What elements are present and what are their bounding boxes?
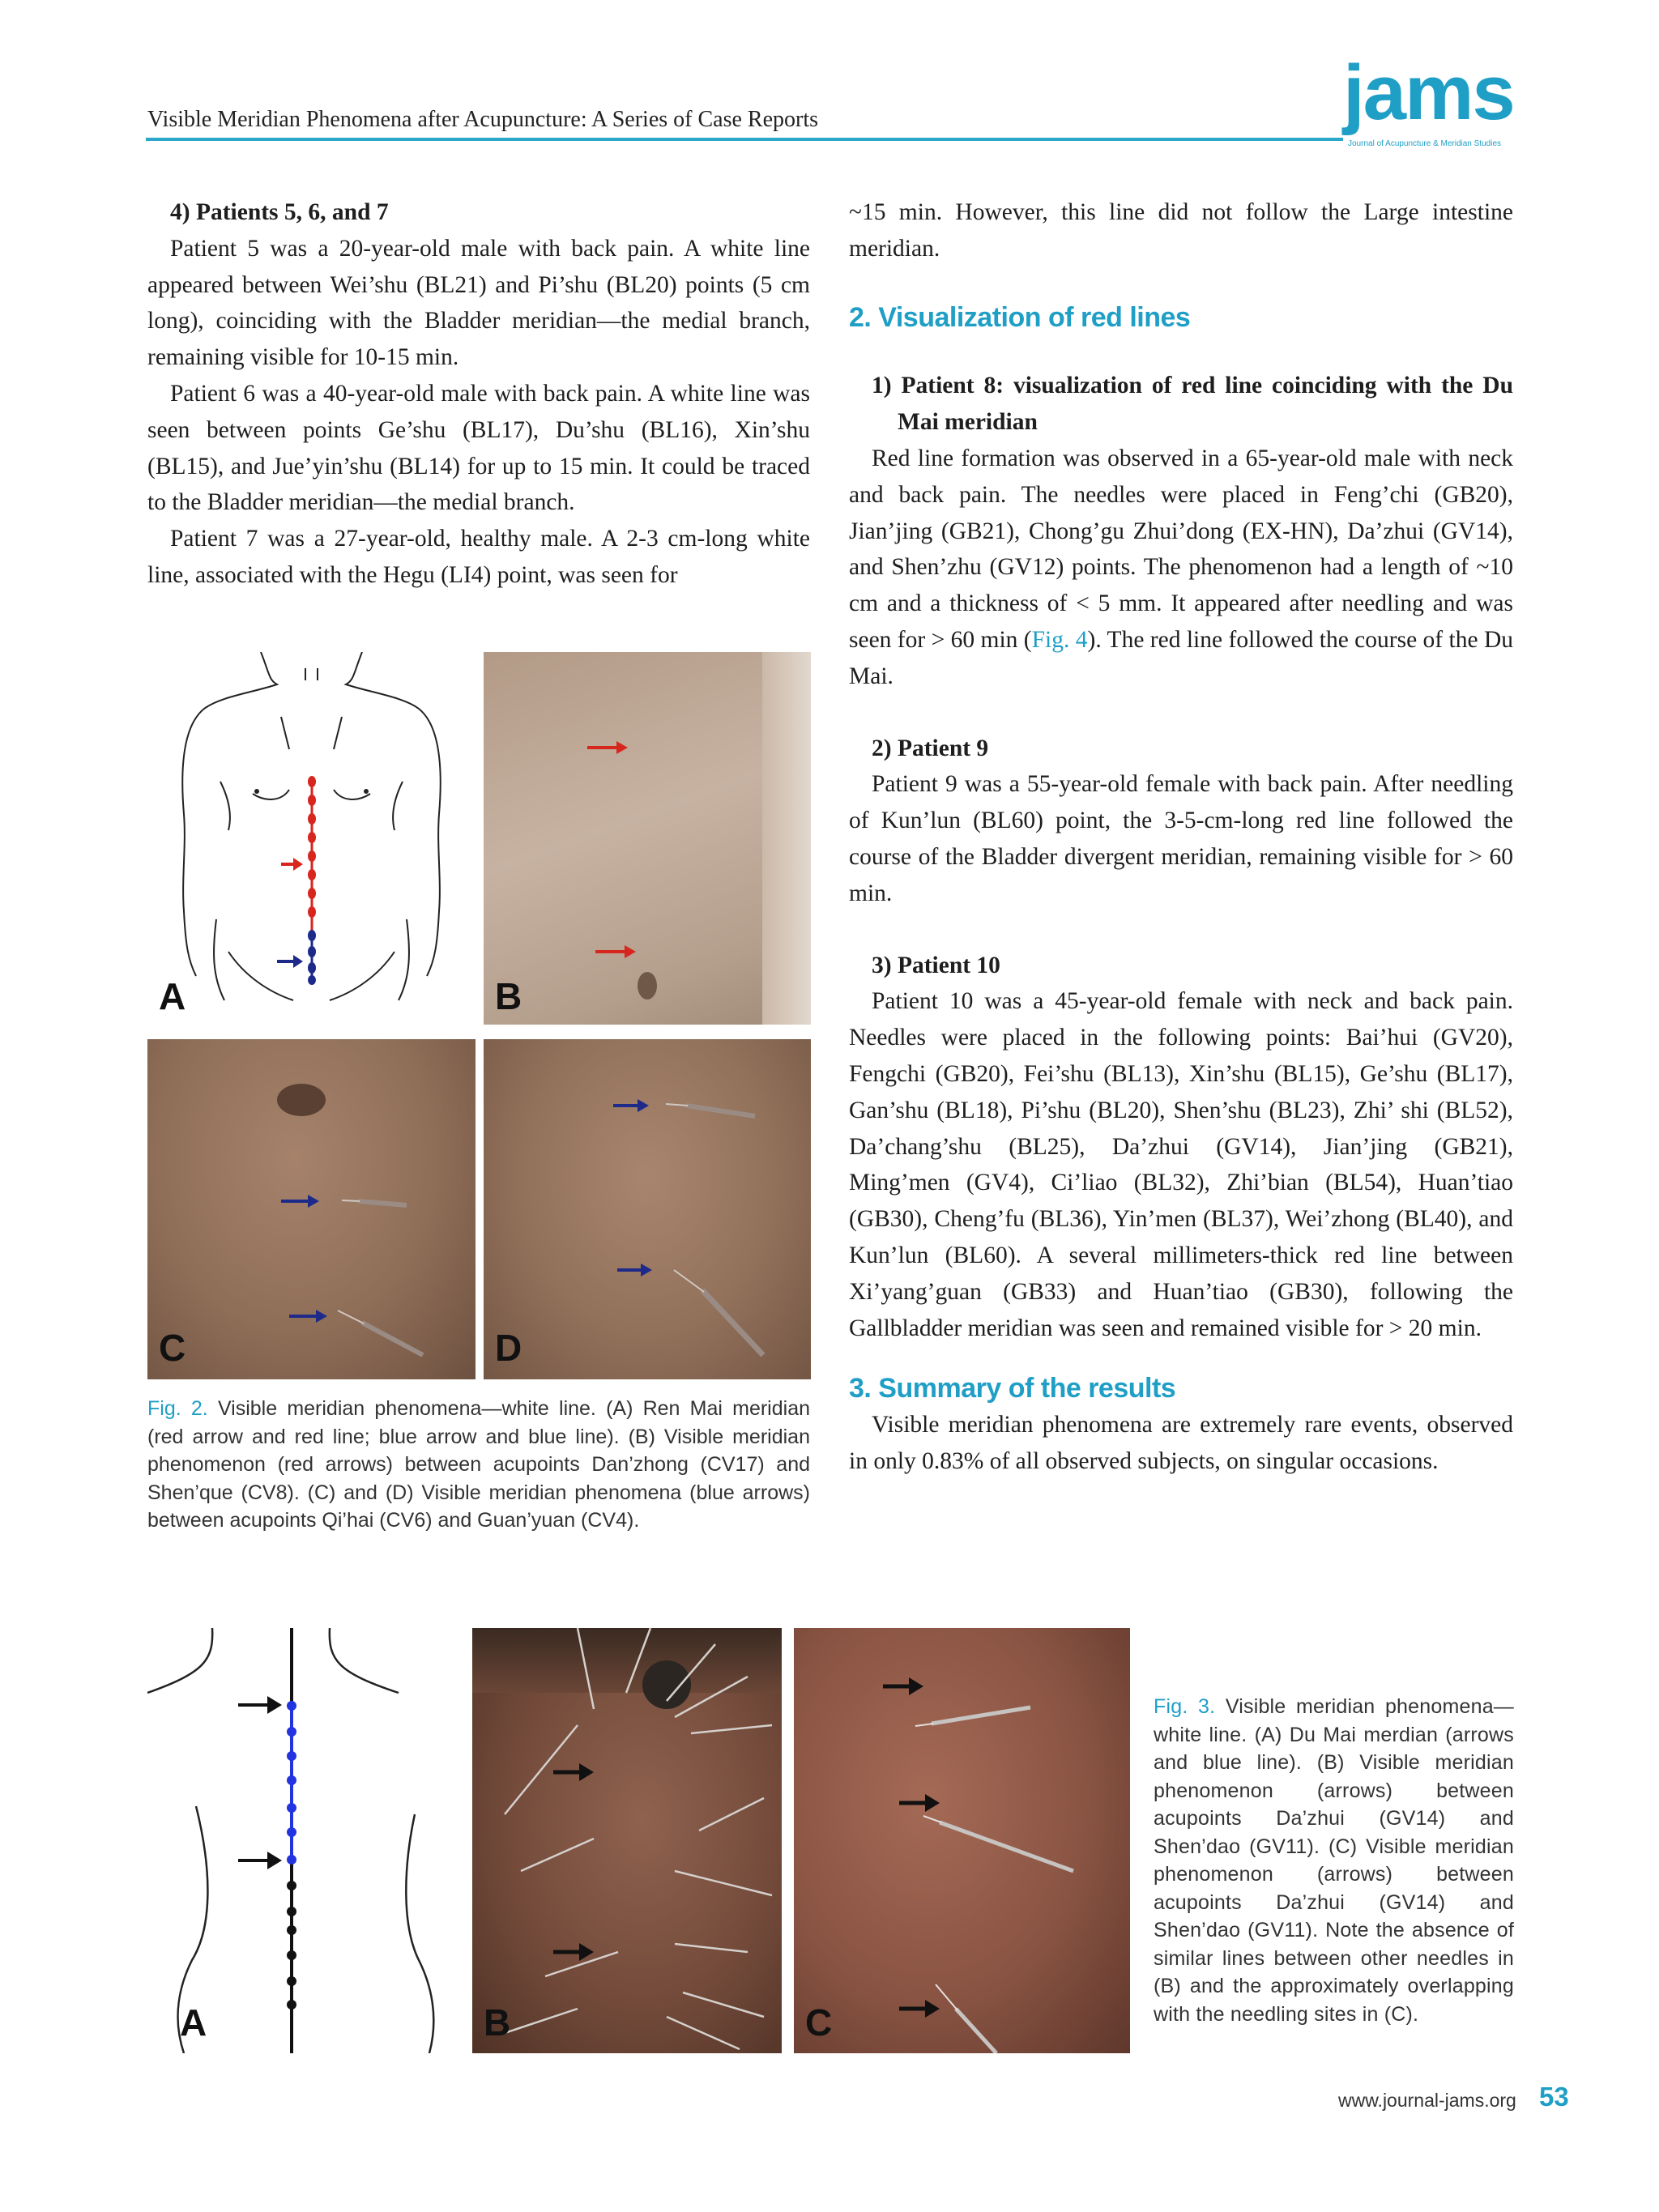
needle	[666, 1104, 755, 1116]
fig3-panel-a	[147, 1628, 467, 2053]
section-heading-red-lines: 2. Visualization of red lines	[849, 301, 1191, 333]
section-heading-summary: 3. Summary of the results	[849, 1373, 1176, 1404]
blue-arrow	[289, 1310, 327, 1323]
paragraph-patient-6: Patient 6 was a 40-year-old male with back pain. A white line was seen between points Ge’shu (BL17), Du’shu (BL16), Xin’shu (BL15), and Jue’yin’shu (BL14) for up to 15 min. It could be traced to the Bladder meridian—the medial branch.	[147, 380, 810, 516]
fig2-panel-a	[147, 652, 476, 1025]
left-column	[147, 194, 810, 594]
paragraph-patient-8-text-a: Red line formation was observed in a 65-year-old male with neck and back pain. The needles were placed in Feng’chi (GB20), Jian’jing (GB21), Chong’gu Zhui’dong (EX-HN), Da’zhui (GV14), and Shen’zhu (GV12) points. The phenomenon had a length of ~10 cm and a thickness of < 5 mm. It appeared after needling and was seen for > 60 min (	[849, 445, 1513, 653]
fig3-label-c: C	[805, 2001, 833, 2044]
subheading-patient-9: 2) Patient 9	[872, 735, 989, 761]
fig2-label-a: A	[159, 975, 186, 1017]
black-arrow	[899, 1794, 940, 1812]
blue-arrow	[613, 1099, 649, 1112]
fig3-panel-c	[794, 1628, 1130, 2053]
figure-2-label: Fig. 2.	[147, 1397, 208, 1420]
needle	[342, 1200, 407, 1205]
fig2-panel-c	[147, 1039, 476, 1379]
red-arrow	[281, 858, 303, 871]
right-column	[849, 194, 1513, 1480]
paragraph-patient-10: Patient 10 was a 45-year-old female with neck and back pain. Needles were placed in the following points: Bai’hui (GV20), Fengchi (GB20), Fei’shu (BL13), Xin’shu (BL15), Ge’shu (BL17), Gan’shu (BL18), Pi’shu (BL20), Shen’shu (BL23), Zhi’ shi (BL52), Da’chang’shu (BL25), Da’zhui (GV14), Jian’jing (GB21), Ming’men (GV4), Ci’liao (BL32), Zhi’bian (BL54), Huan’tiao (GB30), Cheng’fu (BL36), Yin’men (BL37), Wei’zhong (BL40), and Kun’lun (BL60). A several millimeters-thick red line between Xi’yang’guan (GB33) and Huan’tiao (GB30), following the Gallbladder meridian was seen and remained visible for > 20 min.	[849, 988, 1513, 1341]
blue-arrow	[277, 955, 303, 968]
blue-arrow	[617, 1264, 652, 1276]
fig2-label-c: C	[159, 1327, 186, 1369]
figure-3-caption-text: Visible meridian phenomena—white line. (A) Du Mai merdian (arrows and blue line). (B) Visible meridian phenomenon (arrows) between acupoints Da’zhui (GV14) and Shen’dao (GV11). (C) Visible meridian phenomenon (arrows) between acupoints Da’zhui (GV14) and Shen’dao (GV11). Note the absence of similar lines between other needles in (B) and the approximately overlapping with the needling sites in (C).	[1154, 1695, 1515, 2026]
paragraph-patient-5: Patient 5 was a 20-year-old male with back pain. A white line appeared between Wei’shu (BL21) and Pi’shu (BL20) points (5 cm long), coinciding with the Bladder meridian—the medial branch, remaining visible for 10-15 min.	[147, 235, 810, 371]
needle	[674, 1270, 763, 1355]
figure-3-caption	[1154, 1693, 1514, 2028]
red-arrow	[595, 945, 636, 958]
journal-logo	[1343, 49, 1521, 154]
footer-url[interactable]: www.journal-jams.org	[1338, 2090, 1516, 2111]
fig3-panel-b	[472, 1628, 782, 2053]
figure-2-caption-text: Visible meridian phenomena—white line. (A) Ren Mai meridian (red arrow and red line; blue arrow and blue line). (B) Visible meridian phenomenon (red arrows) between acupoints Dan’zhong (CV17) and Shen’que (CV8). (C) and (D) Visible meridian phenomena (blue arrows) between acupoints Qi’hai (CV6) and Guan’yuan (CV4).	[147, 1397, 810, 1532]
back-diagram	[147, 1628, 467, 2053]
running-title: Visible Meridian Phenomena after Acupuncture: A Series of Case Reports	[147, 107, 819, 132]
subheading-patient-10: 3) Patient 10	[872, 952, 1000, 978]
fig3-label-a: A	[180, 2001, 207, 2044]
paragraph-patient-8	[849, 441, 1513, 695]
blue-arrow	[281, 1195, 319, 1208]
black-arrow	[899, 2000, 940, 2018]
fig2-label-b: B	[495, 975, 522, 1017]
page-number: 53	[1539, 2082, 1569, 2112]
red-arrow	[587, 741, 628, 754]
fig2-label-d: D	[495, 1327, 522, 1369]
paragraph-patient-9: Patient 9 was a 55-year-old female with back pain. After needling of Kun’lun (BL60) point, the 3-5-cm-long red line followed the course of the Bladder divergent meridian, remaining visible for > 60 min.	[849, 771, 1513, 906]
header-rule	[146, 138, 1343, 141]
black-arrow	[238, 1852, 282, 1869]
paragraph-patient-7: Patient 7 was a 27-year-old, healthy male. A 2-3 cm-long white line, associated with the Hegu (LI4) point, was seen for	[147, 526, 810, 588]
needle	[923, 1816, 1073, 1871]
front-torso-diagram	[147, 652, 476, 1025]
fig2-panel-b	[484, 652, 811, 1025]
fig3-label-b: B	[484, 2001, 511, 2044]
black-arrow	[553, 1763, 594, 1781]
needle	[936, 1984, 996, 2053]
paragraph-continued: ~15 min. However, this line did not follow the Large intestine meridian.	[849, 199, 1513, 262]
figure-4-link[interactable]: Fig. 4	[1031, 626, 1088, 653]
subheading-patients-5-6-7: 4) Patients 5, 6, and 7	[170, 199, 389, 225]
logo-subtitle: Journal of Acupuncture & Meridian Studies	[1348, 139, 1501, 148]
paragraph-patient-8-text-b: ). The red line followed the course of the Du Mai.	[849, 626, 1513, 689]
subheading-patient-8: 1) Patient 8: visualization of red line coinciding with the Du Mai meridian	[872, 373, 1513, 436]
figure-3-label: Fig. 3.	[1154, 1695, 1216, 1718]
needle	[338, 1311, 423, 1355]
figure-2-caption	[147, 1395, 810, 1535]
needle	[915, 1707, 1030, 1726]
logo-text: jams	[1343, 49, 1514, 136]
nipple-left	[254, 789, 259, 794]
paragraph-summary: Visible meridian phenomena are extremely rare events, observed in only 0.83% of all observed subjects, on singular occasions.	[849, 1412, 1513, 1474]
fig2-panel-d	[484, 1039, 811, 1379]
black-arrow	[883, 1677, 923, 1695]
nipple-right	[364, 789, 369, 794]
black-arrow	[553, 1943, 594, 1961]
black-arrow	[238, 1696, 282, 1714]
